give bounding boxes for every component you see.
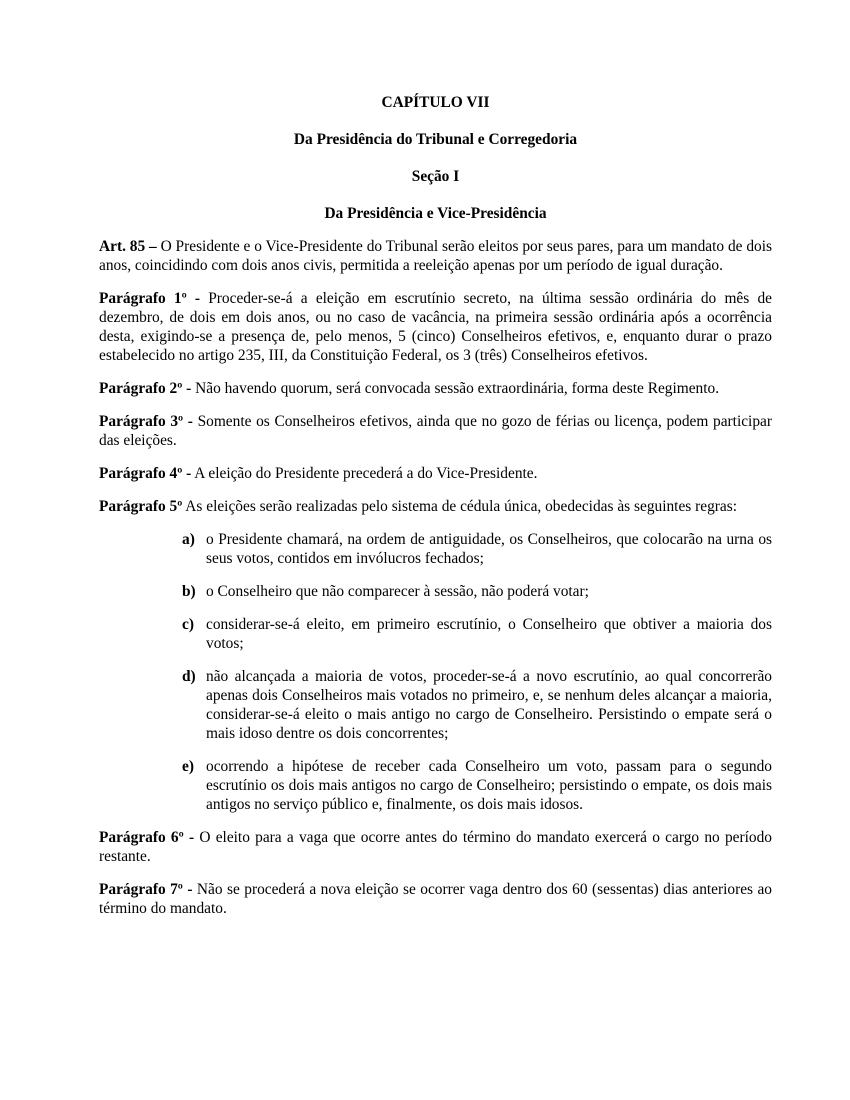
- chapter-title: Da Presidência do Tribunal e Corregedoria: [293, 131, 578, 148]
- section-heading: Seção I: [411, 168, 460, 185]
- paragraph-label: Parágrafo 2º -: [99, 380, 192, 397]
- paragraph-4: [99, 464, 772, 483]
- paragraph-text: Proceder-se-á a eleição em escrutínio secreto, na última sessão ordinária do mês de dezembro, de dois em dois anos, ou no caso de vacância, na primeira sessão ordinária após a ocorrência desta, exigindo-se a presença de, pelo menos, 5 (cinco) Conselheiros efetivos, e, enquanto durar o prazo estabelecido no artigo 235, III, da Constituição Federal, os 3 (três) Conselheiros efetivos.: [99, 290, 772, 364]
- rule-item-a: [99, 530, 772, 568]
- paragraph-7: [99, 880, 772, 918]
- paragraph-2: [99, 379, 772, 398]
- paragraph-label: Parágrafo 5º: [99, 498, 183, 515]
- rule-item-d: [99, 667, 772, 743]
- rule-label: a): [182, 531, 195, 548]
- rule-text: considerar-se-á eleito, em primeiro escrutínio, o Conselheiro que obtiver a maioria dos votos;: [206, 616, 772, 652]
- election-rules-list: [99, 530, 772, 814]
- rule-text: ocorrendo a hipótese de receber cada Conselheiro um voto, passam para o segundo escrutínio os dois mais antigos no cargo de Conselheiro; persistindo o empate, os dois mais antigos no serviço público e, finalmente, os dois mais idosos.: [206, 758, 772, 813]
- paragraph-label: Parágrafo 3º -: [99, 413, 193, 430]
- paragraph-3: [99, 412, 772, 450]
- rule-label: c): [182, 616, 194, 633]
- paragraph-5: [99, 497, 772, 516]
- rule-text: não alcançada a maioria de votos, proceder-se-á a novo escrutínio, ao qual concorrerão apenas dois Conselheiros mais votados no primeiro, e, se nenhum deles alcançar a maioria, considerar-se-á eleito o mais antigo no cargo de Conselheiro. Persistindo o empate será o mais idoso dentre os dois concorrentes;: [206, 668, 772, 742]
- paragraph-label: Parágrafo 1º -: [99, 290, 201, 307]
- paragraph-text: Não havendo quorum, será convocada sessão extraordinária, forma deste Regimento.: [195, 380, 720, 397]
- paragraph-6: [99, 828, 772, 866]
- paragraph-text: A eleição do Presidente precederá a do Vice-Presidente.: [194, 465, 538, 482]
- document-page: [99, 93, 772, 932]
- rule-text: o Presidente chamará, na ordem de antiguidade, os Conselheiros, que colocarão na urna os seus votos, contidos em invólucros fechados;: [206, 531, 772, 567]
- paragraph-label: Parágrafo 4º -: [99, 465, 192, 482]
- rule-label: b): [182, 583, 196, 600]
- section-title: Da Presidência e Vice-Presidência: [324, 205, 547, 222]
- article-text: O Presidente e o Vice-Presidente do Tribunal serão eleitos por seus pares, para um mandato de dois anos, coincidindo com dois anos civis, permitida a reeleição apenas por um período de igual duração.: [99, 238, 772, 274]
- rule-item-c: [99, 615, 772, 653]
- rule-item-e: [99, 757, 772, 814]
- paragraph-label: Parágrafo 6º -: [99, 829, 195, 846]
- paragraph-text: As eleições serão realizadas pelo sistema de cédula única, obedecidas às seguintes regras:: [185, 498, 737, 515]
- article-label: Art. 85 –: [99, 238, 157, 255]
- rule-label: e): [182, 758, 194, 775]
- rule-label: d): [182, 668, 196, 685]
- rule-item-b: [99, 582, 772, 601]
- paragraph-1: [99, 289, 772, 365]
- rule-text: o Conselheiro que não comparecer à sessão, não poderá votar;: [206, 583, 589, 600]
- paragraph-label: Parágrafo 7º -: [99, 881, 193, 898]
- paragraph-text: Somente os Conselheiros efetivos, ainda que no gozo de férias ou licença, podem participar das eleições.: [99, 413, 772, 449]
- paragraph-text: O eleito para a vaga que ocorre antes do término do mandato exercerá o cargo no período restante.: [99, 829, 772, 865]
- paragraph-text: Não se procederá a nova eleição se ocorrer vaga dentro dos 60 (sessentas) dias anteriores ao término do mandato.: [99, 881, 773, 917]
- article-85: [99, 237, 772, 275]
- chapter-heading: CAPÍTULO VII: [381, 94, 490, 111]
